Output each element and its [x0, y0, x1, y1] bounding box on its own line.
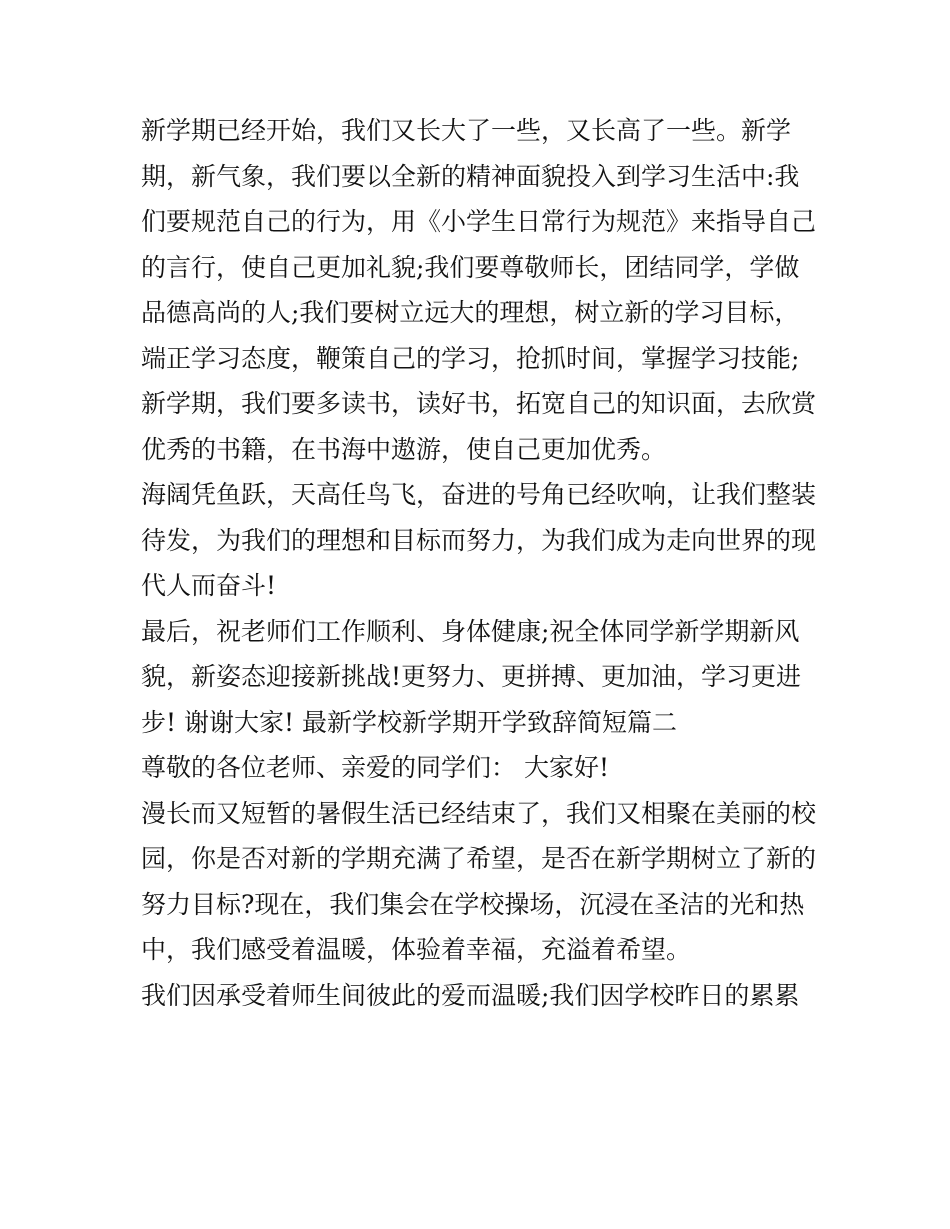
paragraph-line: 步! 谢谢大家! 最新学校新学期开学致辞简短篇二: [141, 707, 677, 737]
paragraph-line: 貌，新姿态迎接新挑战!更努力、更拼搏、更加油，学习更进: [141, 662, 802, 691]
paragraph-line: 中，我们感受着温暖，体验着幸福，充溢着希望。: [141, 935, 692, 964]
paragraph-line: 的言行，使自己更加礼貌;我们要尊敬师长，团结同学，学做: [141, 252, 800, 282]
paragraph-line: 海阔凭鱼跃，天高任鸟飞，奋进的号角已经吹响，让我们整装: [141, 480, 817, 509]
paragraph-line: 们要规范自己的行为，用《小学生日常行为规范》来指导自己: [141, 207, 817, 236]
paragraph-line: 园，你是否对新的学期充满了希望，是否在新学期树立了新的: [141, 844, 817, 873]
paragraph-line: 期，新气象，我们要以全新的精神面貌投入到学习生活中:我: [141, 161, 800, 191]
paragraph-4-greeting: [141, 745, 831, 791]
paragraph-line: 尊敬的各位老师、亲爱的同学们： 大家好!: [141, 753, 609, 782]
paragraph-line: 代人而奋斗!: [141, 571, 277, 600]
paragraph-line: 漫长而又短暂的暑假生活已经结束了，我们又相聚在美丽的校: [141, 798, 817, 828]
paragraph-1: [141, 108, 831, 472]
paragraph-line: 新学期已经开始，我们又长大了一些，又长高了一些。新学: [141, 116, 792, 145]
paragraph-line: 努力目标?现在，我们集会在学校操场，沉浸在圣洁的光和热: [141, 889, 805, 919]
paragraph-5: [141, 791, 831, 973]
paragraph-line: 品德高尚的人;我们要树立远大的理想，树立新的学习目标，: [141, 298, 800, 327]
paragraph-line: 最后，祝老师们工作顺利、身体健康;祝全体同学新学期新风: [141, 616, 800, 646]
paragraph-2: [141, 472, 831, 609]
paragraph-line: 待发，为我们的理想和目标而努力，为我们成为走向世界的现: [141, 525, 817, 555]
document-body: [141, 108, 831, 1018]
paragraph-line: 新学期，我们要多读书，读好书，拓宽自己的知识面，去欣赏: [141, 389, 817, 418]
paragraph-line: 端正学习态度，鞭策自己的学习，抢抓时间，掌握学习技能;: [141, 343, 800, 373]
paragraph-line: 优秀的书籍，在书海中遨游，使自己更加优秀。: [141, 434, 667, 464]
paragraph-line: 我们因承受着师生间彼此的爱而温暖;我们因学校昨日的累累: [141, 980, 800, 1010]
paragraph-6: [141, 973, 831, 1019]
paragraph-3: [141, 609, 831, 746]
